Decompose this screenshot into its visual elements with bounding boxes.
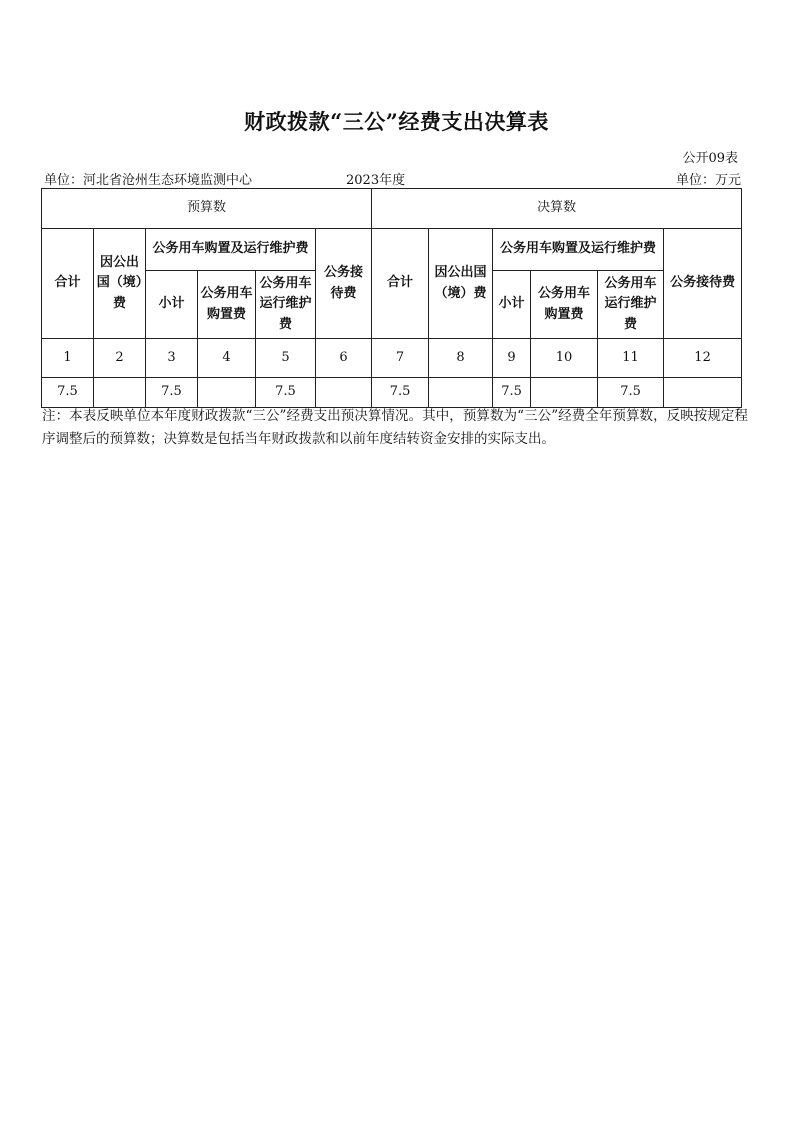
expenditure-table bbox=[41, 188, 742, 408]
column-number: 10 bbox=[531, 339, 598, 378]
value-cell: 7.5 bbox=[598, 378, 664, 408]
header-final: 决算数 bbox=[372, 189, 742, 229]
value-cell bbox=[429, 378, 493, 408]
value-cell bbox=[664, 378, 742, 408]
header-operation-final: 公务用车运行维护费 bbox=[598, 271, 664, 339]
reporting-unit: 单位：河北省沧州生态环境监测中心 bbox=[44, 173, 253, 188]
header-budget: 预算数 bbox=[42, 189, 372, 229]
column-number: 11 bbox=[598, 339, 664, 378]
value-cell bbox=[198, 378, 256, 408]
column-number: 5 bbox=[256, 339, 316, 378]
value-cell bbox=[316, 378, 372, 408]
value-cell: 7.5 bbox=[146, 378, 198, 408]
header-vehicle-budget: 公务用车购置及运行维护费 bbox=[146, 229, 316, 271]
value-row bbox=[42, 378, 742, 408]
value-cell bbox=[531, 378, 598, 408]
column-number: 12 bbox=[664, 339, 742, 378]
value-cell: 7.5 bbox=[42, 378, 94, 408]
column-number: 9 bbox=[493, 339, 531, 378]
column-number: 7 bbox=[372, 339, 429, 378]
header-subtotal-budget: 小计 bbox=[146, 271, 198, 339]
column-number: 2 bbox=[94, 339, 146, 378]
column-number: 4 bbox=[198, 339, 256, 378]
header-reception-budget: 公务接待费 bbox=[316, 229, 372, 339]
header-abroad-budget: 因公出国（境）费 bbox=[94, 229, 146, 339]
column-number: 1 bbox=[42, 339, 94, 378]
header-reception-final: 公务接待费 bbox=[664, 229, 742, 339]
form-number: 公开09表 bbox=[682, 151, 738, 166]
currency-unit: 单位：万元 bbox=[675, 173, 741, 188]
footnote: 注：本表反映单位本年度财政拨款“三公”经费支出预决算情况。其中，预算数为“三公”经费全年预算数，反映按规定程序调整后的预算数；决算数是包括当年财政拨款和以前年度结转资金安排的实际支出。 bbox=[42, 408, 748, 447]
document-title: 财政拨款“三公”经费支出决算表 bbox=[244, 109, 549, 134]
column-number: 6 bbox=[316, 339, 372, 378]
column-number-row bbox=[42, 339, 742, 378]
header-total-final: 合计 bbox=[372, 229, 429, 339]
header-operation-budget: 公务用车运行维护费 bbox=[256, 271, 316, 339]
header-subtotal-final: 小计 bbox=[493, 271, 531, 339]
header-total-budget: 合计 bbox=[42, 229, 94, 339]
column-number: 8 bbox=[429, 339, 493, 378]
fiscal-year: 2023年度 bbox=[346, 173, 406, 188]
value-cell: 7.5 bbox=[493, 378, 531, 408]
header-abroad-final: 因公出国（境）费 bbox=[429, 229, 493, 339]
value-cell: 7.5 bbox=[372, 378, 429, 408]
header-purchase-final: 公务用车购置费 bbox=[531, 271, 598, 339]
value-cell bbox=[94, 378, 146, 408]
header-vehicle-final: 公务用车购置及运行维护费 bbox=[493, 229, 664, 271]
column-number: 3 bbox=[146, 339, 198, 378]
header-purchase-budget: 公务用车购置费 bbox=[198, 271, 256, 339]
value-cell: 7.5 bbox=[256, 378, 316, 408]
